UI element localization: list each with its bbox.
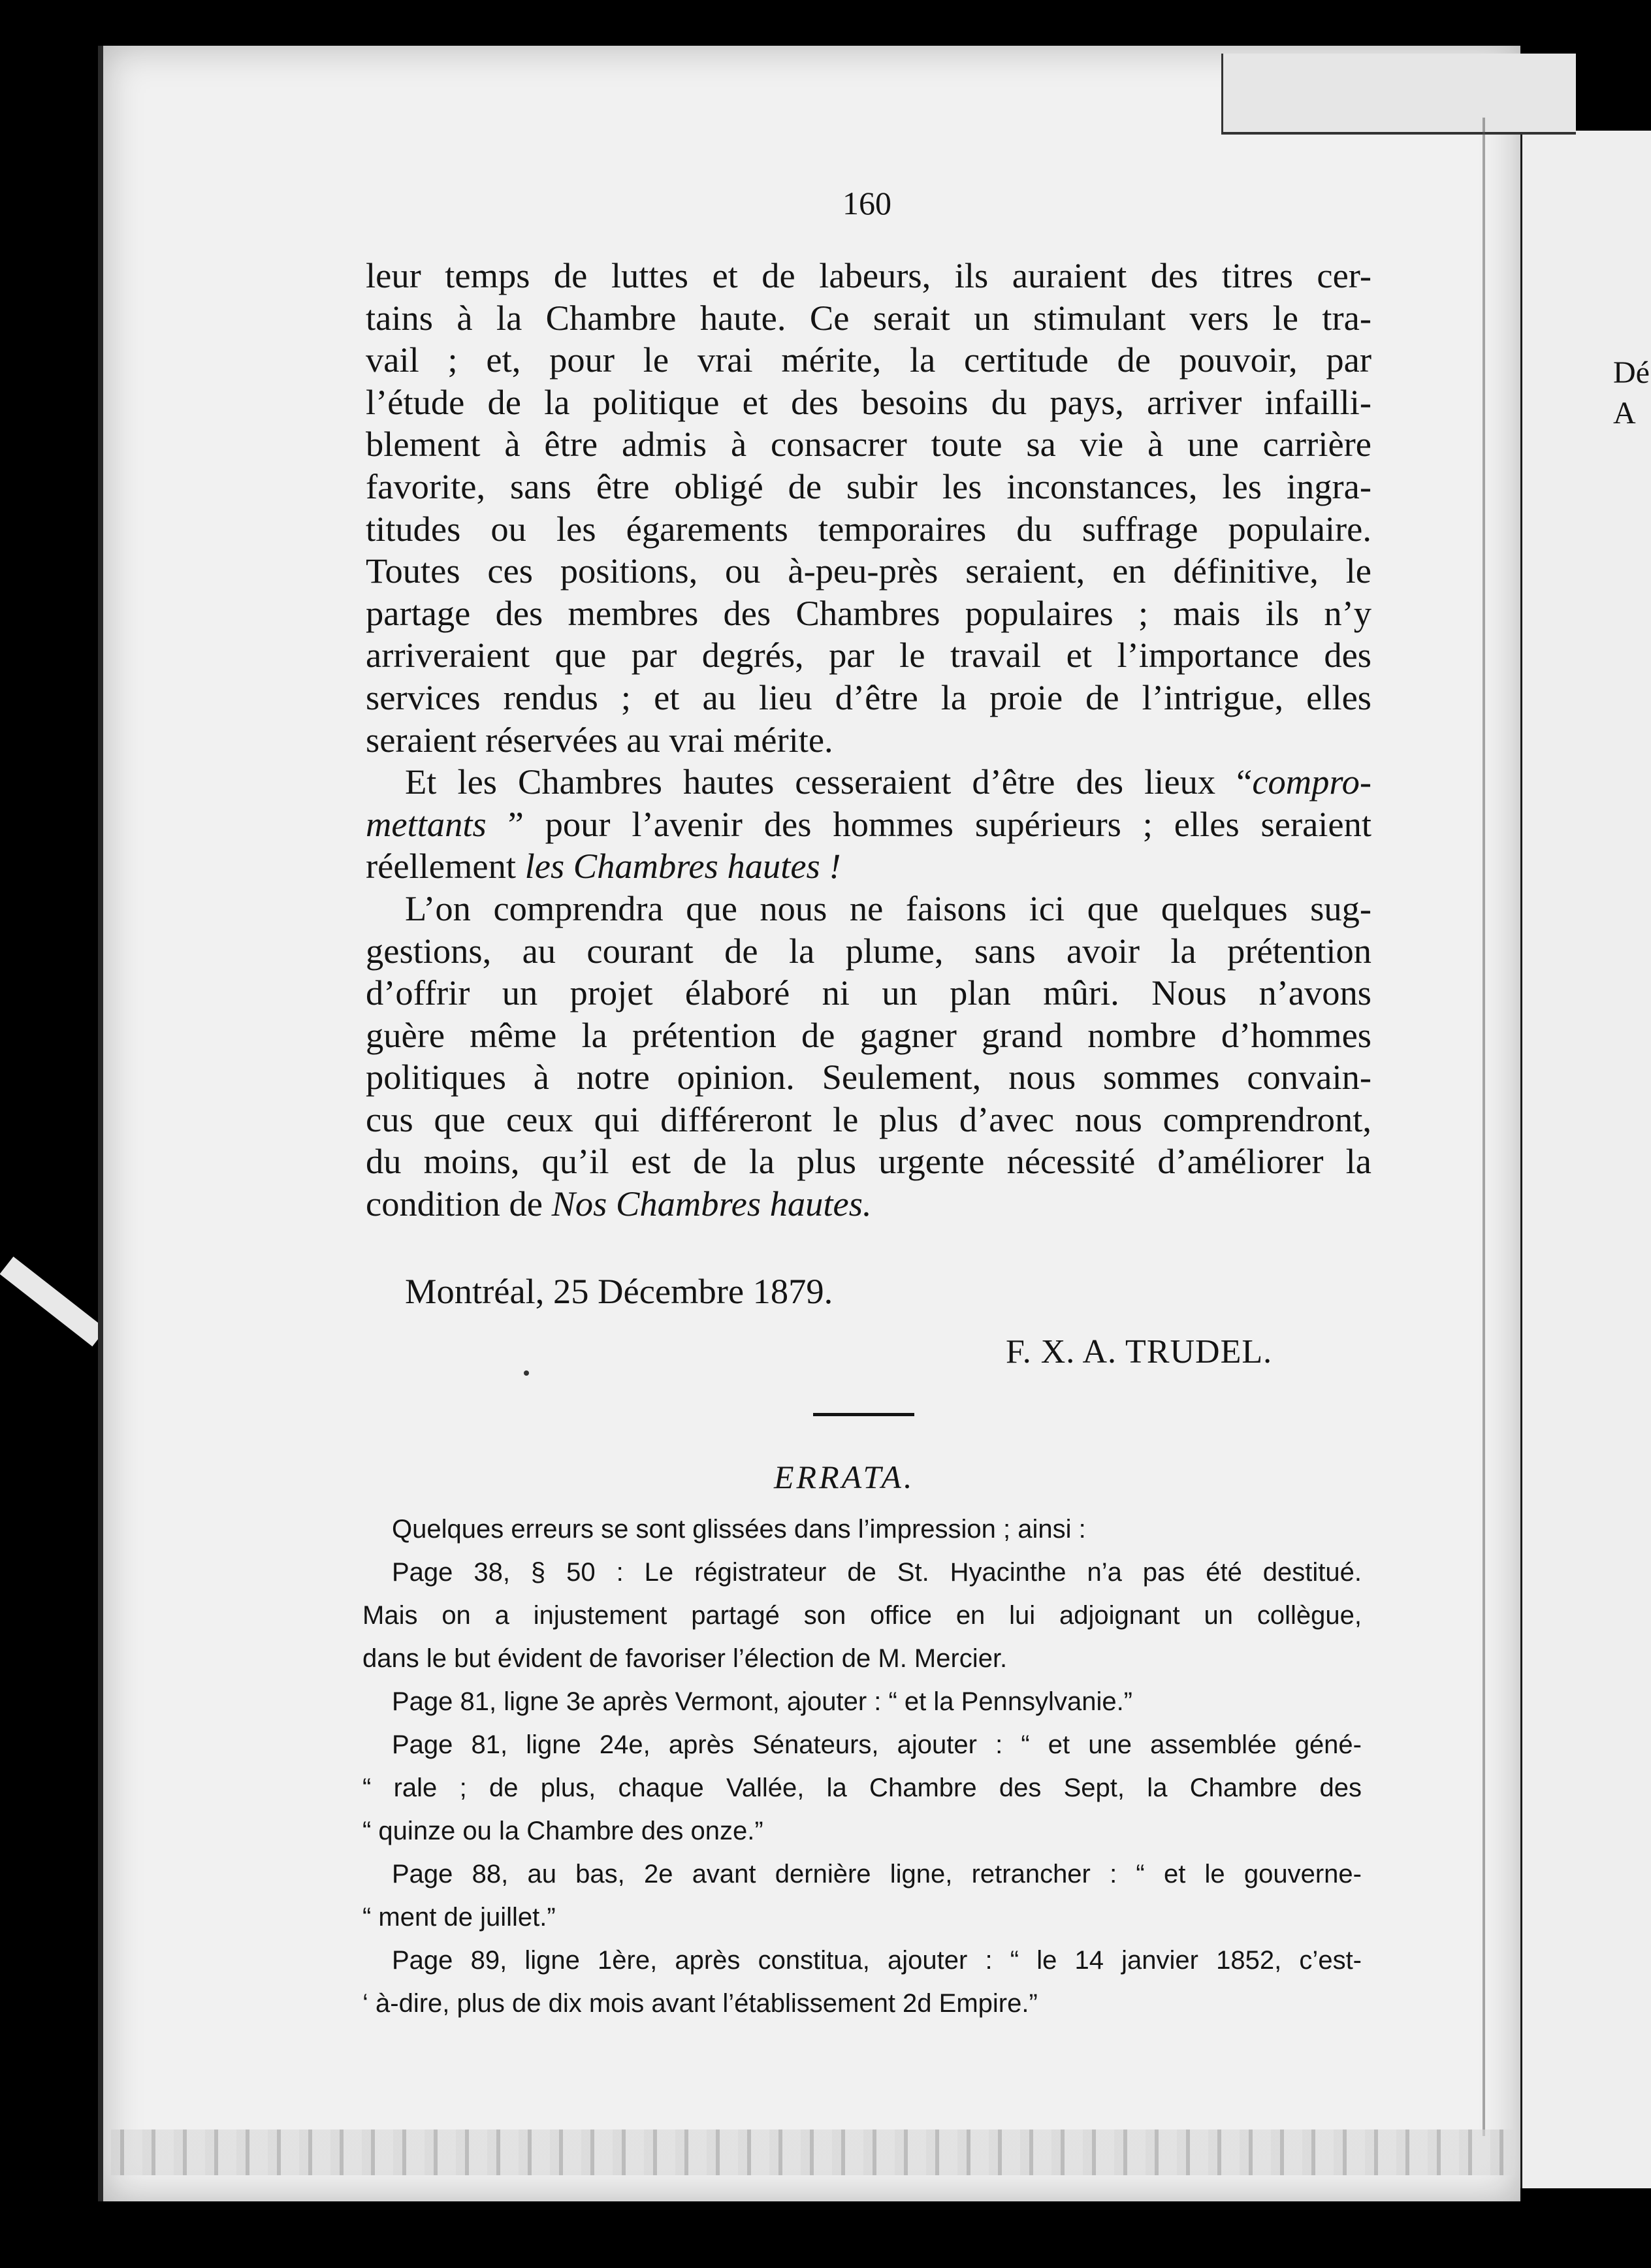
errata-line: “ rale ; de plus, chaque Vallée, la Chambre des Sept, la Chambre des bbox=[362, 1774, 1362, 1802]
body-line: L’on comprendra que nous ne faisons ici que quelques sug- bbox=[405, 888, 1371, 928]
italic-text-run: Nos Chambres hautes. bbox=[551, 1184, 872, 1224]
left-page-tab bbox=[0, 1257, 106, 1347]
author-signature: F. X. A. TRUDEL. bbox=[1006, 1333, 1273, 1370]
body-text-run: ” pour l’avenir des hommes supérieurs ; elles seraient bbox=[486, 803, 1371, 844]
errata-line: Page 88, au bas, 2e avant dernière ligne, retrancher : “ et le gouverne- bbox=[392, 1860, 1362, 1888]
page-number: 160 bbox=[842, 185, 891, 221]
errata-list bbox=[362, 1508, 1362, 2025]
errata-line: “ quinze ou la Chambre des onze.” bbox=[362, 1817, 763, 1845]
errata-line: Quelques erreurs se sont glissées dans l’impression ; ainsi : bbox=[392, 1515, 1086, 1544]
errata-line: Page 81, ligne 24e, après Sénateurs, ajouter : “ et une assemblée géné- bbox=[392, 1730, 1362, 1759]
body-line: du moins, qu’il est de la plus urgente nécessité d’améliorer la bbox=[366, 1141, 1371, 1182]
body-line: cus que ceux qui différeront le plus d’avec nous comprendront, bbox=[366, 1099, 1371, 1139]
body-line: guère même la prétention de gagner grand nombre d’hommes bbox=[366, 1014, 1371, 1055]
body-line: d’offrir un projet élaboré ni un plan mûri. Nous n’avons bbox=[366, 973, 1371, 1013]
errata-heading: ERRATA. bbox=[774, 1459, 915, 1495]
body-line: arriveraient que par degrés, par le travail et l’importance des bbox=[366, 635, 1371, 675]
body-line: Toutes ces positions, ou à-peu-près seraient, en définitive, le bbox=[366, 551, 1371, 591]
body-line: services rendus ; et au lieu d’être la proie de l’intrigue, elles bbox=[366, 677, 1371, 717]
body-line bbox=[366, 1183, 1371, 1225]
body-line: favorite, sans être obligé de subir les inconstances, les ingra- bbox=[366, 466, 1371, 506]
errata-line: ‘ à-dire, plus de dix mois avant l’établissement 2d Empire.” bbox=[362, 1989, 1038, 2018]
page-crease bbox=[1483, 118, 1485, 2136]
errata-line: Mais on a injustement partagé son office en lui adjoignant un collègue, bbox=[362, 1601, 1362, 1630]
body-text bbox=[366, 255, 1371, 1225]
body-line: gestions, au courant de la plume, sans avoir la prétention bbox=[366, 930, 1371, 971]
paragraph-1 bbox=[366, 255, 1371, 761]
errata-line: dans le but évident de favoriser l’élection de M. Mercier. bbox=[362, 1644, 1008, 1673]
dateline: Montréal, 25 Décembre 1879. bbox=[405, 1271, 833, 1311]
adjacent-page-fragment: Dé A bbox=[1613, 355, 1650, 430]
errata-line: Page 89, ligne 1ère, après constitua, ajouter : “ le 14 janvier 1852, c’est- bbox=[392, 1946, 1362, 1975]
body-line bbox=[366, 845, 1371, 888]
body-line bbox=[366, 803, 1371, 846]
errata-line: Page 81, ligne 3e après Vermont, ajouter : “ et la Pennsylvanie.” bbox=[392, 1687, 1133, 1716]
section-divider bbox=[813, 1413, 914, 1416]
adjacent-page bbox=[1518, 131, 1651, 2188]
errata-line: “ ment de juillet.” bbox=[362, 1903, 556, 1932]
body-line: tains à la Chambre haute. Ce serait un stimulant vers le tra- bbox=[366, 297, 1371, 338]
page-bottom-edge bbox=[111, 2130, 1515, 2175]
paragraph-2 bbox=[366, 761, 1371, 888]
body-text-run: réellement bbox=[366, 846, 525, 886]
body-text-run: Et les Chambres hautes cesseraient d’être des lieux “ bbox=[405, 762, 1253, 802]
errata-line: Page 38, § 50 : Le régistrateur de St. Hyacinthe n’a pas été destitué. bbox=[392, 1558, 1362, 1587]
body-line: l’étude de la politique et des besoins du pays, arriver infailli- bbox=[366, 381, 1371, 422]
body-line: leur temps de luttes et de labeurs, ils auraient des titres cer- bbox=[366, 255, 1371, 295]
body-line: vail ; et, pour le vrai mérite, la certitude de pouvoir, par bbox=[366, 340, 1371, 380]
page-torn-edge bbox=[1221, 54, 1576, 135]
body-line: titudes ou les égarements temporaires du suffrage populaire. bbox=[366, 508, 1371, 549]
paragraph-3 bbox=[366, 888, 1371, 1225]
italic-text-run: compro- bbox=[1252, 762, 1371, 802]
body-line: seraient réservées au vrai mérite. bbox=[366, 719, 833, 760]
italic-text-run: les Chambres hautes ! bbox=[524, 846, 841, 886]
body-line bbox=[366, 761, 1371, 803]
ink-speck bbox=[524, 1370, 529, 1376]
italic-text-run: mettants bbox=[366, 803, 487, 844]
body-line: partage des membres des Chambres populaires ; mais ils n’y bbox=[366, 592, 1371, 633]
body-line: politiques à notre opinion. Seulement, nous sommes convain- bbox=[366, 1057, 1371, 1097]
body-text-run: condition de bbox=[366, 1184, 552, 1224]
body-line: blement à être admis à consacrer toute sa vie à une carrière bbox=[366, 424, 1371, 464]
